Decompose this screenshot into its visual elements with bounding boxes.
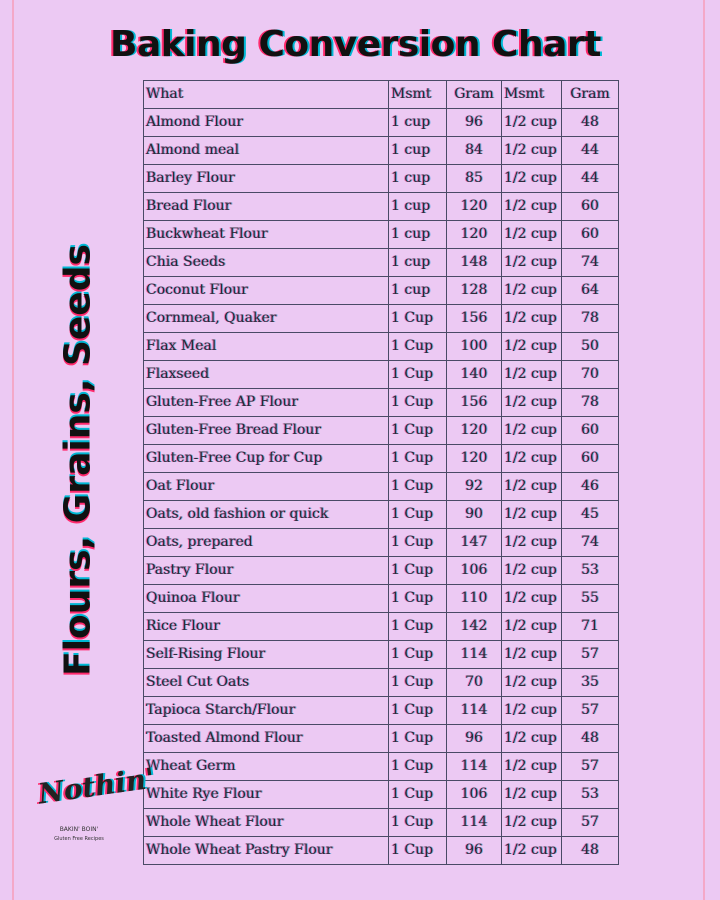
cell-gram-half: 64 — [562, 277, 619, 305]
cell-gram-half: 57 — [562, 697, 619, 725]
cell-msmt-full: 1 Cup — [389, 753, 447, 781]
cell-msmt-full: 1 Cup — [389, 781, 447, 809]
table-body — [144, 109, 619, 865]
cell-msmt-half: 1/2 cup — [502, 193, 562, 221]
cell-gram-full: 140 — [447, 361, 502, 389]
cell-item: Toasted Almond Flour — [144, 725, 389, 753]
cell-msmt-full: 1 Cup — [389, 417, 447, 445]
cell-gram-half: 55 — [562, 585, 619, 613]
cell-msmt-full: 1 cup — [389, 137, 447, 165]
cell-gram-full: 70 — [447, 669, 502, 697]
cell-item: Gluten-Free AP Flour — [144, 389, 389, 417]
cell-item: Gluten-Free Bread Flour — [144, 417, 389, 445]
cell-item: Pastry Flour — [144, 557, 389, 585]
cell-msmt-full: 1 Cup — [389, 837, 447, 865]
cell-msmt-half: 1/2 cup — [502, 613, 562, 641]
cell-gram-full: 156 — [447, 305, 502, 333]
cell-item: Whole Wheat Pastry Flour — [144, 837, 389, 865]
cell-item: Barley Flour — [144, 165, 389, 193]
cell-msmt-full: 1 Cup — [389, 641, 447, 669]
cell-gram-full: 148 — [447, 249, 502, 277]
cell-msmt-half: 1/2 cup — [502, 585, 562, 613]
cell-msmt-half: 1/2 cup — [502, 669, 562, 697]
cell-msmt-full: 1 Cup — [389, 473, 447, 501]
conversion-table — [143, 80, 619, 865]
table-row — [144, 809, 619, 837]
cell-item: Oat Flour — [144, 473, 389, 501]
cell-item: Tapioca Starch/Flour — [144, 697, 389, 725]
cell-item: Whole Wheat Flour — [144, 809, 389, 837]
cell-msmt-half: 1/2 cup — [502, 753, 562, 781]
table-row — [144, 445, 619, 473]
table-row — [144, 529, 619, 557]
cell-item: White Rye Flour — [144, 781, 389, 809]
cell-msmt-half: 1/2 cup — [502, 529, 562, 557]
cell-item: Steel Cut Oats — [144, 669, 389, 697]
header-msmt-full: Msmt — [389, 81, 447, 109]
cell-item: Chia Seeds — [144, 249, 389, 277]
cell-item: Oats, prepared — [144, 529, 389, 557]
cell-gram-full: 100 — [447, 333, 502, 361]
cell-gram-full: 96 — [447, 725, 502, 753]
cell-msmt-half: 1/2 cup — [502, 501, 562, 529]
cell-msmt-half: 1/2 cup — [502, 333, 562, 361]
cell-msmt-half: 1/2 cup — [502, 361, 562, 389]
cell-gram-half: 74 — [562, 529, 619, 557]
cell-msmt-full: 1 Cup — [389, 613, 447, 641]
cell-msmt-full: 1 cup — [389, 165, 447, 193]
table-row — [144, 109, 619, 137]
cell-msmt-half: 1/2 cup — [502, 557, 562, 585]
cell-gram-half: 48 — [562, 725, 619, 753]
cell-gram-full: 114 — [447, 753, 502, 781]
cell-gram-full: 114 — [447, 697, 502, 725]
table-row — [144, 613, 619, 641]
table-row — [144, 221, 619, 249]
cell-msmt-full: 1 Cup — [389, 725, 447, 753]
table-row — [144, 277, 619, 305]
cell-gram-half: 44 — [562, 165, 619, 193]
table-row — [144, 753, 619, 781]
table-header-row — [144, 81, 619, 109]
cell-gram-full: 120 — [447, 221, 502, 249]
logo-tagline: Gluten Free Recipes — [54, 836, 104, 842]
cell-msmt-full: 1 Cup — [389, 557, 447, 585]
header-gram-full: Gram — [447, 81, 502, 109]
cell-msmt-full: 1 cup — [389, 249, 447, 277]
cell-msmt-half: 1/2 cup — [502, 781, 562, 809]
cell-item: Flaxseed — [144, 361, 389, 389]
cell-msmt-half: 1/2 cup — [502, 417, 562, 445]
cell-msmt-half: 1/2 cup — [502, 165, 562, 193]
cell-item: Cornmeal, Quaker — [144, 305, 389, 333]
table-row — [144, 249, 619, 277]
cell-msmt-half: 1/2 cup — [502, 697, 562, 725]
cell-msmt-full: 1 cup — [389, 221, 447, 249]
cell-item: Self-Rising Flour — [144, 641, 389, 669]
cell-gram-full: 120 — [447, 193, 502, 221]
table-row — [144, 165, 619, 193]
cell-msmt-half: 1/2 cup — [502, 725, 562, 753]
cell-msmt-half: 1/2 cup — [502, 473, 562, 501]
cell-gram-half: 70 — [562, 361, 619, 389]
cell-gram-full: 96 — [447, 837, 502, 865]
table-row — [144, 501, 619, 529]
cell-item: Flax Meal — [144, 333, 389, 361]
cell-msmt-full: 1 cup — [389, 277, 447, 305]
cell-gram-half: 74 — [562, 249, 619, 277]
table-row — [144, 641, 619, 669]
cell-gram-half: 53 — [562, 557, 619, 585]
cell-gram-full: 120 — [447, 445, 502, 473]
cell-msmt-half: 1/2 cup — [502, 837, 562, 865]
cell-msmt-half: 1/2 cup — [502, 641, 562, 669]
cell-item: Coconut Flour — [144, 277, 389, 305]
cell-item: Quinoa Flour — [144, 585, 389, 613]
cell-gram-full: 85 — [447, 165, 502, 193]
cell-gram-half: 60 — [562, 445, 619, 473]
cell-msmt-half: 1/2 cup — [502, 249, 562, 277]
table-row — [144, 557, 619, 585]
cell-item: Almond Flour — [144, 109, 389, 137]
cell-msmt-full: 1 Cup — [389, 697, 447, 725]
cell-gram-half: 57 — [562, 753, 619, 781]
cell-msmt-full: 1 Cup — [389, 389, 447, 417]
cell-msmt-full: 1 Cup — [389, 333, 447, 361]
cell-msmt-full: 1 Cup — [389, 809, 447, 837]
cell-item: Almond meal — [144, 137, 389, 165]
cell-gram-full: 84 — [447, 137, 502, 165]
cell-msmt-full: 1 Cup — [389, 361, 447, 389]
cell-gram-half: 44 — [562, 137, 619, 165]
cell-gram-full: 114 — [447, 641, 502, 669]
cell-msmt-half: 1/2 cup — [502, 137, 562, 165]
cell-msmt-full: 1 cup — [389, 193, 447, 221]
cell-item: Buckwheat Flour — [144, 221, 389, 249]
cell-msmt-full: 1 Cup — [389, 305, 447, 333]
header-msmt-half: Msmt — [502, 81, 562, 109]
cell-gram-half: 78 — [562, 305, 619, 333]
cell-gram-full: 106 — [447, 557, 502, 585]
cell-msmt-half: 1/2 cup — [502, 277, 562, 305]
table-row — [144, 669, 619, 697]
cell-gram-half: 53 — [562, 781, 619, 809]
table-row — [144, 361, 619, 389]
cell-msmt-full: 1 cup — [389, 109, 447, 137]
category-title: Flours, Grains, Seeds — [57, 244, 99, 676]
cell-msmt-full: 1 Cup — [389, 669, 447, 697]
cell-gram-half: 35 — [562, 669, 619, 697]
cell-gram-full: 96 — [447, 109, 502, 137]
header-what: What — [144, 81, 389, 109]
cell-gram-half: 50 — [562, 333, 619, 361]
cell-msmt-full: 1 Cup — [389, 529, 447, 557]
cell-gram-full: 128 — [447, 277, 502, 305]
table-row — [144, 137, 619, 165]
cell-msmt-half: 1/2 cup — [502, 445, 562, 473]
table-row — [144, 725, 619, 753]
cell-gram-full: 90 — [447, 501, 502, 529]
brand-logo — [36, 761, 157, 848]
table-row — [144, 585, 619, 613]
page-title: Baking Conversion Chart — [110, 24, 601, 65]
cell-gram-half: 78 — [562, 389, 619, 417]
cell-msmt-half: 1/2 cup — [502, 809, 562, 837]
cell-item: Wheat Germ — [144, 753, 389, 781]
cell-item: Oats, old fashion or quick — [144, 501, 389, 529]
cell-msmt-half: 1/2 cup — [502, 221, 562, 249]
cell-gram-half: 71 — [562, 613, 619, 641]
cell-gram-full: 156 — [447, 389, 502, 417]
cell-gram-half: 48 — [562, 837, 619, 865]
cell-gram-full: 92 — [447, 473, 502, 501]
table-row — [144, 389, 619, 417]
cell-item: Bread Flour — [144, 193, 389, 221]
cell-gram-half: 57 — [562, 641, 619, 669]
cell-gram-full: 142 — [447, 613, 502, 641]
table-row — [144, 305, 619, 333]
table-row — [144, 417, 619, 445]
table-row — [144, 333, 619, 361]
table-row — [144, 781, 619, 809]
cell-msmt-half: 1/2 cup — [502, 389, 562, 417]
cell-gram-half: 60 — [562, 221, 619, 249]
logo-script-text: Nothin' — [36, 761, 157, 811]
table-row — [144, 473, 619, 501]
cell-gram-half: 46 — [562, 473, 619, 501]
cell-gram-full: 147 — [447, 529, 502, 557]
cell-gram-full: 114 — [447, 809, 502, 837]
cell-gram-half: 57 — [562, 809, 619, 837]
cell-gram-full: 106 — [447, 781, 502, 809]
cell-gram-full: 120 — [447, 417, 502, 445]
cell-gram-half: 60 — [562, 193, 619, 221]
cell-msmt-full: 1 Cup — [389, 585, 447, 613]
cell-item: Rice Flour — [144, 613, 389, 641]
table-row — [144, 193, 619, 221]
logo-subtitle: BAKIN' BOIN' — [59, 826, 99, 833]
cell-msmt-half: 1/2 cup — [502, 109, 562, 137]
table-row — [144, 697, 619, 725]
cell-msmt-full: 1 Cup — [389, 501, 447, 529]
cell-msmt-half: 1/2 cup — [502, 305, 562, 333]
header-gram-half: Gram — [562, 81, 619, 109]
cell-item: Gluten-Free Cup for Cup — [144, 445, 389, 473]
cell-msmt-full: 1 Cup — [389, 445, 447, 473]
cell-gram-half: 45 — [562, 501, 619, 529]
cell-gram-half: 60 — [562, 417, 619, 445]
cell-gram-full: 110 — [447, 585, 502, 613]
table-row — [144, 837, 619, 865]
cell-gram-half: 48 — [562, 109, 619, 137]
